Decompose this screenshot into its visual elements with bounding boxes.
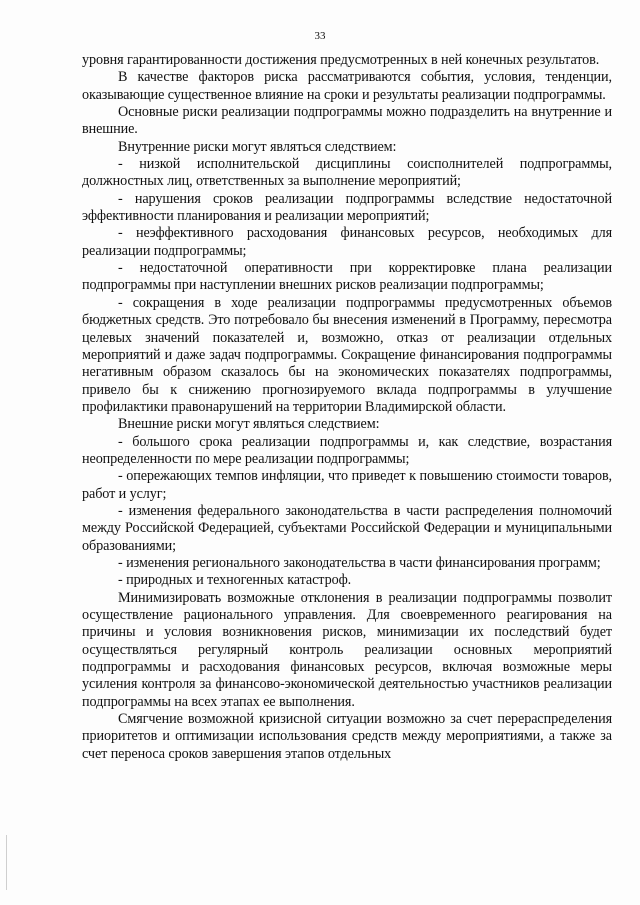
list-item: - недостаточной оперативности при корректировке плана реализации подпрограммы при наступлении внешних рисков реализации подпрограммы;: [82, 260, 612, 294]
paragraph: В качестве факторов риска рассматриваются события, условия, тенденции, оказывающие существенное влияние на сроки и результаты реализации подпрограммы.: [82, 69, 612, 103]
paragraph: Основные риски реализации подпрограммы можно подразделить на внутренние и внешние.: [82, 104, 612, 138]
paragraph: Внешние риски могут являться следствием:: [118, 416, 380, 433]
paragraph: уровня гарантированности достижения предусмотренных в ней конечных результатов.: [82, 52, 600, 68]
list-item: - большого срока реализации подпрограммы и, как следствие, возрастания неопределенности по мере реализации подпрограммы;: [82, 433, 612, 467]
scan-edge-mark: [6, 835, 7, 890]
page-number: 33: [314, 30, 326, 42]
paragraph: Внутренние риски могут являться следствием:: [118, 138, 397, 155]
list-item: - природных и техногенных катастроф.: [118, 572, 352, 589]
list-item: - изменения регионального законодательства в части финансирования программ;: [118, 554, 601, 571]
list-item: - опережающих темпов инфляции, что приведет к повышению стоимости товаров, работ и услуг;: [82, 468, 612, 502]
list-item: - сокращения в ходе реализации подпрограммы предусмотренных объемов бюджетных средств. Это потребовало бы внесения изменений в Программу, пересмотра целевых значений показателей и, возможно, отказ от реализации отдельных мероприятий и даже задач подпрограммы. Сокращение финансирования подпрограммы негативным образом сказалось бы на экономических показателях подпрограммы, привело бы к снижению прогнозируемого вклада подпрограммы в улучшение профилактики правонарушений на территории Владимирской области.: [82, 294, 612, 415]
paragraph: Смягчение возможной кризисной ситуации возможно за счет перераспределения приоритетов и оптимизации использования средств между мероприятиями, а также за счет переноса сроков завершения этапов отдельных: [82, 711, 612, 762]
document-body: [82, 52, 612, 763]
list-item: - неэффективного расходования финансовых ресурсов, необходимых для реализации подпрограммы;: [82, 225, 612, 259]
paragraph: Минимизировать возможные отклонения в реализации подпрограммы позволит осуществление рационального управления. Для своевременного реагирования на причины и условия возникновения рисков, минимизации их последствий будет осуществляться регулярный контроль реализации основных мероприятий подпрограммы и расходования финансовых ресурсов, включая возможные меры усиления контроля за финансово-экономической деятельностью участников реализации подпрограммы на всех этапах ее выполнения.: [82, 589, 612, 710]
list-item: - нарушения сроков реализации подпрограммы вследствие недостаточной эффективности планирования и реализации мероприятий;: [82, 190, 612, 225]
list-item: - низкой исполнительской дисциплины соисполнителей подпрограммы, должностных лиц, ответственных за выполнение мероприятий;: [82, 156, 612, 190]
list-item: - изменения федерального законодательства в части распределения полномочий между Российской Федерацией, субъектами Российской Федерации и муниципальными образованиями;: [82, 502, 612, 554]
